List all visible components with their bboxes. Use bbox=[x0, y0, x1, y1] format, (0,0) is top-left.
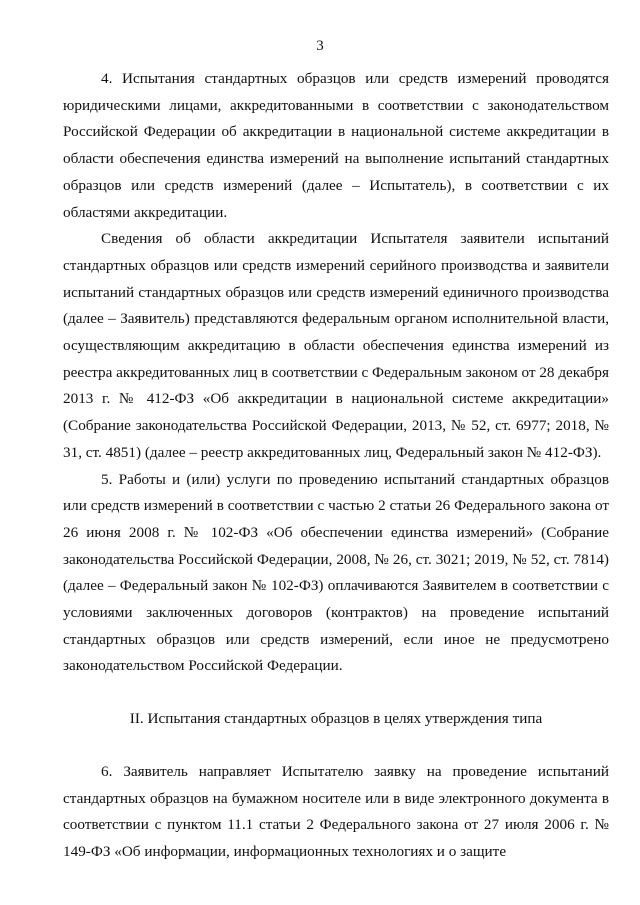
page-number: 3 bbox=[316, 38, 324, 54]
paragraph-item-6: 6. Заявитель направляет Испытателю заявку на проведение испытаний стандартных образцов на бумажном носителе или в виде электронного документа в соответствии с пунктом 11.1 статьи 2 Федерального закона от 27 июля 2006 г. № 149-ФЗ «Об информации, информационных технологиях и о защите bbox=[63, 762, 609, 860]
paragraph-item-4: 4. Испытания стандартных образцов или средств измерений проводятся юридическими лицами, аккредитованными в соответствии с законодательством Российской Федерации об аккредитации в национальной системе аккредитации в области обеспечения единства измерений на выполнение испытаний стандартных образцов или средств измерений (далее – Испытатель), в соответствии с их областями аккредитации. bbox=[63, 70, 609, 221]
paragraph-accreditation-info: Сведения об области аккредитации Испытателя заявители испытаний стандартных образцов или средств измерений серийного производства и заявители испытаний стандартных образцов или средств измерений единичного производства (далее – Заявитель) представляются федеральным органом исполнительной власти, осуществляющим аккредитацию в области обеспечения единства измерений из реестра аккредитованных лиц в соответствии с Федеральным законом от 28 декабря 2013 г. № 412-ФЗ «Об аккредитации в национальной системе аккредитации» (Собрание законодательства Российской Федерации, 2013, № 52, ст. 6977; 2018, № 31, ст. 4851) (далее – реестр аккредитованных лиц, Федеральный закон № 412-ФЗ). bbox=[63, 230, 609, 461]
section-heading: II. Испытания стандартных образцов в целях утверждения типа bbox=[129, 710, 543, 728]
paragraph-item-5: 5. Работы и (или) услуги по проведению испытаний стандартных образцов или средств измерений в соответствии с частью 2 статьи 26 Федерального закона от 26 июня 2008 г. № 102-ФЗ «Об обеспечении единства измерений» (Собрание законодательства Российской Федерации, 2008, № 26, ст. 3021; 2019, № 52, ст. 7814) (далее – Федеральный закон № 102-ФЗ) оплачиваются Заявителем в соответствии с условиями заключенных договоров (контрактов) на проведение испытаний стандартных образцов или средств измерений, если иное не предусмотрено законодательством Российской Федерации. bbox=[63, 470, 609, 675]
document-body bbox=[63, 66, 609, 866]
